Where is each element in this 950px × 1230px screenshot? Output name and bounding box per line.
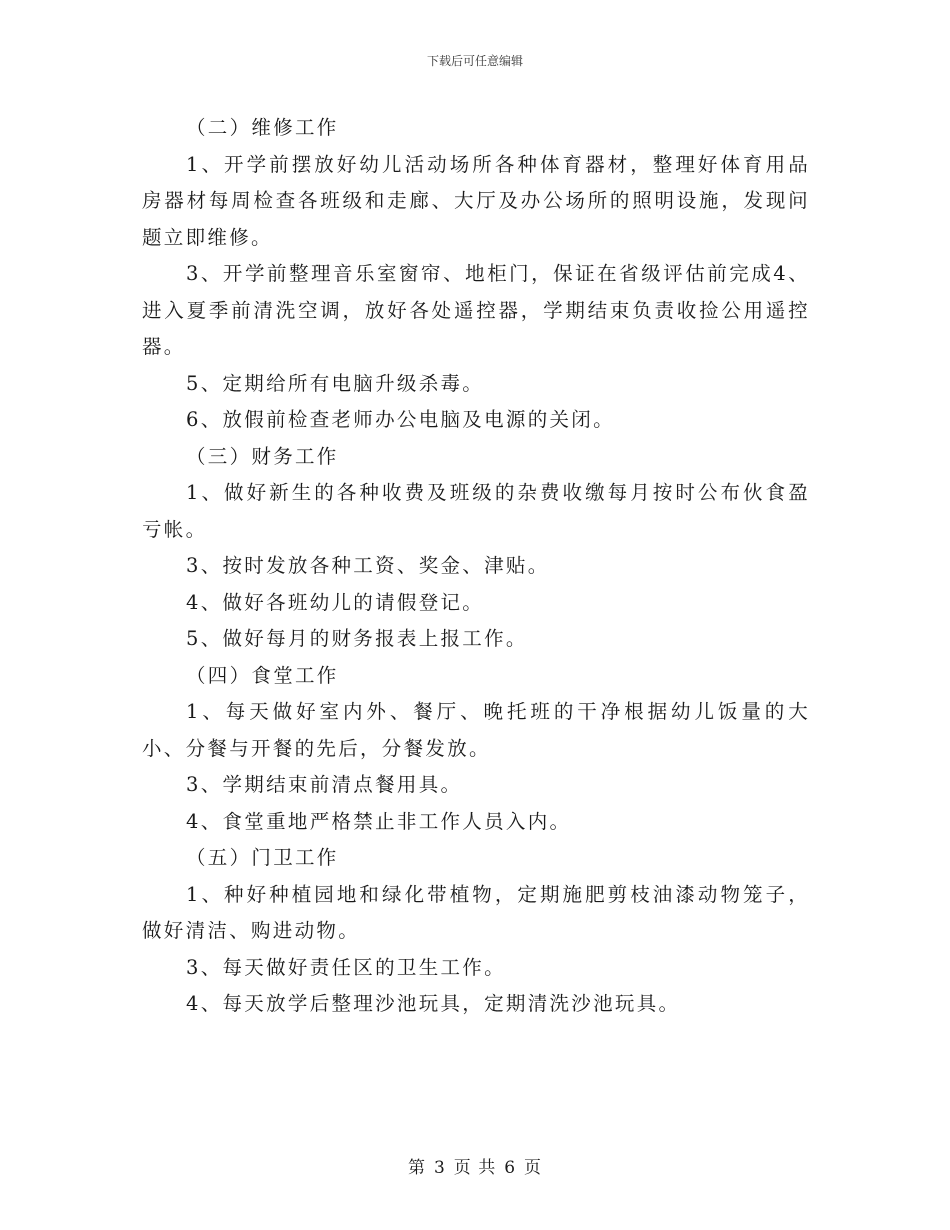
section-heading-maintenance: （二）维修工作	[186, 116, 339, 139]
footer-prefix: 第	[407, 1158, 426, 1178]
page-number-footer	[0, 1153, 950, 1178]
paragraph: 6、放假前检查老师办公电脑及电源的关闭。	[186, 408, 615, 431]
paragraph: 3、学期结束前清点餐用具。	[186, 773, 463, 796]
paragraph: 4、每天放学后整理沙池玩具，定期清洗沙池玩具。	[186, 992, 681, 1015]
document-body	[142, 110, 810, 1023]
paragraph: 5、做好每月的财务报表上报工作。	[186, 627, 528, 650]
paragraph: 3、每天做好责任区的卫生工作。	[186, 955, 506, 979]
paragraph: 1、每天做好室内外、餐厅、晚托班的干净根据幼儿饭量的大小、分餐与开餐的先后，分餐发放。	[142, 700, 810, 760]
section-heading-finance: （三）财务工作	[186, 444, 339, 468]
paragraph: 5、定期给所有电脑升级杀毒。	[186, 371, 485, 395]
section-heading-gatekeeping: （五）门卫工作	[186, 846, 339, 869]
paragraph: 4、做好各班幼儿的请假登记。	[186, 590, 485, 614]
paragraph: 1、开学前摆放好幼儿活动场所各种体育器材，整理好体育用品房器材每周检查各班级和走廊、大厅及办公场所的照明设施，发现问题立即维修。	[142, 152, 810, 249]
header-note: 下载后可任意编辑	[426, 54, 523, 68]
footer-middle: 页 共	[453, 1158, 497, 1178]
paragraph: 1、种好种植园地和绿化带植物，定期施肥剪枝油漆动物笼子，做好清洁、购进动物。	[142, 882, 810, 942]
paragraph: 3、按时发放各种工资、奖金、津贴。	[186, 554, 550, 577]
total-page-count: 6	[504, 1158, 517, 1178]
paragraph: 4、食堂重地严格禁止非工作人员入内。	[186, 809, 572, 833]
current-page-number: 3	[433, 1158, 446, 1178]
paragraph: 3、开学前整理音乐室窗帘、地柜门，保证在省级评估前完成4、进入夏季前清洗空调，放好各处遥控器，学期结束负责收捡公用遥控器。	[142, 262, 810, 358]
section-heading-canteen: （四）食堂工作	[186, 663, 339, 687]
paragraph: 1、做好新生的各种收费及班级的杂费收缴每月按时公布伙食盈亏帐。	[142, 481, 810, 541]
footer-suffix: 页	[524, 1158, 543, 1178]
